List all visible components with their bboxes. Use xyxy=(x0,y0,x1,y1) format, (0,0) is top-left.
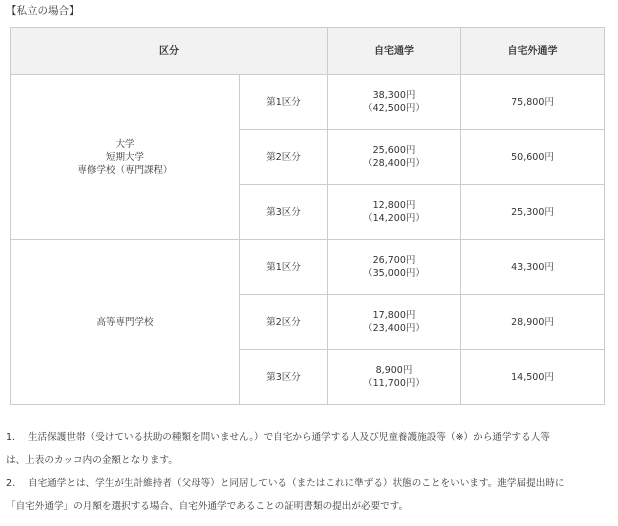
header-category: 区分 xyxy=(11,28,328,75)
home-amount-cell xyxy=(328,295,461,350)
tier-cell: 第1区分 xyxy=(240,75,328,130)
school-type-label: 短期大学 xyxy=(105,151,144,163)
header-home-commute: 自宅通学 xyxy=(328,28,461,75)
section-heading: 【私立の場合】 xyxy=(6,5,80,17)
tier-cell: 第3区分 xyxy=(240,350,328,405)
footnote-line xyxy=(6,495,612,518)
home-amount-cell xyxy=(328,240,461,295)
home-amount: 26,700円 xyxy=(372,255,416,266)
school-type-cell xyxy=(11,240,240,405)
footnote-text: 「自宅外通学」の月額を選択する場合、自宅外通学であることの証明書類の提出が必要です。 xyxy=(6,501,409,512)
table-row xyxy=(11,240,605,295)
tier-cell: 第3区分 xyxy=(240,185,328,240)
school-type-label: 大学 xyxy=(115,138,135,150)
footnote-text: 自宅通学とは、学生が生計維持者（父母等）と同居している（またはこれに準ずる）状態のことをいいます。進学届提出時に xyxy=(28,478,565,489)
tier-cell: 第2区分 xyxy=(240,130,328,185)
footnote-line xyxy=(6,426,612,449)
home-amount-welfare: （14,200円） xyxy=(363,213,425,224)
footnote-line xyxy=(6,472,612,495)
monthly-grant-table xyxy=(10,27,605,405)
home-amount-welfare: （28,400円） xyxy=(363,158,425,169)
header-away-commute: 自宅外通学 xyxy=(461,28,605,75)
footnote-line xyxy=(6,449,612,472)
away-amount-cell: 50,600円 xyxy=(461,130,605,185)
footnote-text: 生活保護世帯（受けている扶助の種類を問いません。）で自宅から通学する人及び児童養護施設等（※）から通学する人等 xyxy=(28,432,550,443)
home-amount-welfare: （42,500円） xyxy=(363,103,425,114)
home-amount: 8,900円 xyxy=(375,365,413,376)
footnote-number: 2. xyxy=(6,478,16,489)
home-amount-cell xyxy=(328,75,461,130)
home-amount: 25,600円 xyxy=(372,145,416,156)
home-amount-cell xyxy=(328,130,461,185)
away-amount-cell: 43,300円 xyxy=(461,240,605,295)
tier-cell: 第1区分 xyxy=(240,240,328,295)
footnote-number: 1. xyxy=(6,432,16,443)
home-amount: 12,800円 xyxy=(372,200,416,211)
away-amount-cell: 25,300円 xyxy=(461,185,605,240)
school-type-label: 高等専門学校 xyxy=(96,316,154,328)
footnotes xyxy=(6,426,612,518)
school-type-label: 専修学校（専門課程） xyxy=(77,164,173,176)
home-amount-welfare: （35,000円） xyxy=(363,268,425,279)
footnote-text: は、上表のカッコ内の金額となります。 xyxy=(6,455,178,466)
home-amount-welfare: （11,700円） xyxy=(363,378,425,389)
away-amount-cell: 14,500円 xyxy=(461,350,605,405)
home-amount-cell xyxy=(328,350,461,405)
home-amount: 17,800円 xyxy=(372,310,416,321)
home-amount: 38,300円 xyxy=(372,90,416,101)
table-row xyxy=(11,75,605,130)
table-header-row xyxy=(11,28,605,75)
tier-cell: 第2区分 xyxy=(240,295,328,350)
home-amount-welfare: （23,400円） xyxy=(363,323,425,334)
school-type-cell xyxy=(11,75,240,240)
away-amount-cell: 28,900円 xyxy=(461,295,605,350)
home-amount-cell xyxy=(328,185,461,240)
away-amount-cell: 75,800円 xyxy=(461,75,605,130)
